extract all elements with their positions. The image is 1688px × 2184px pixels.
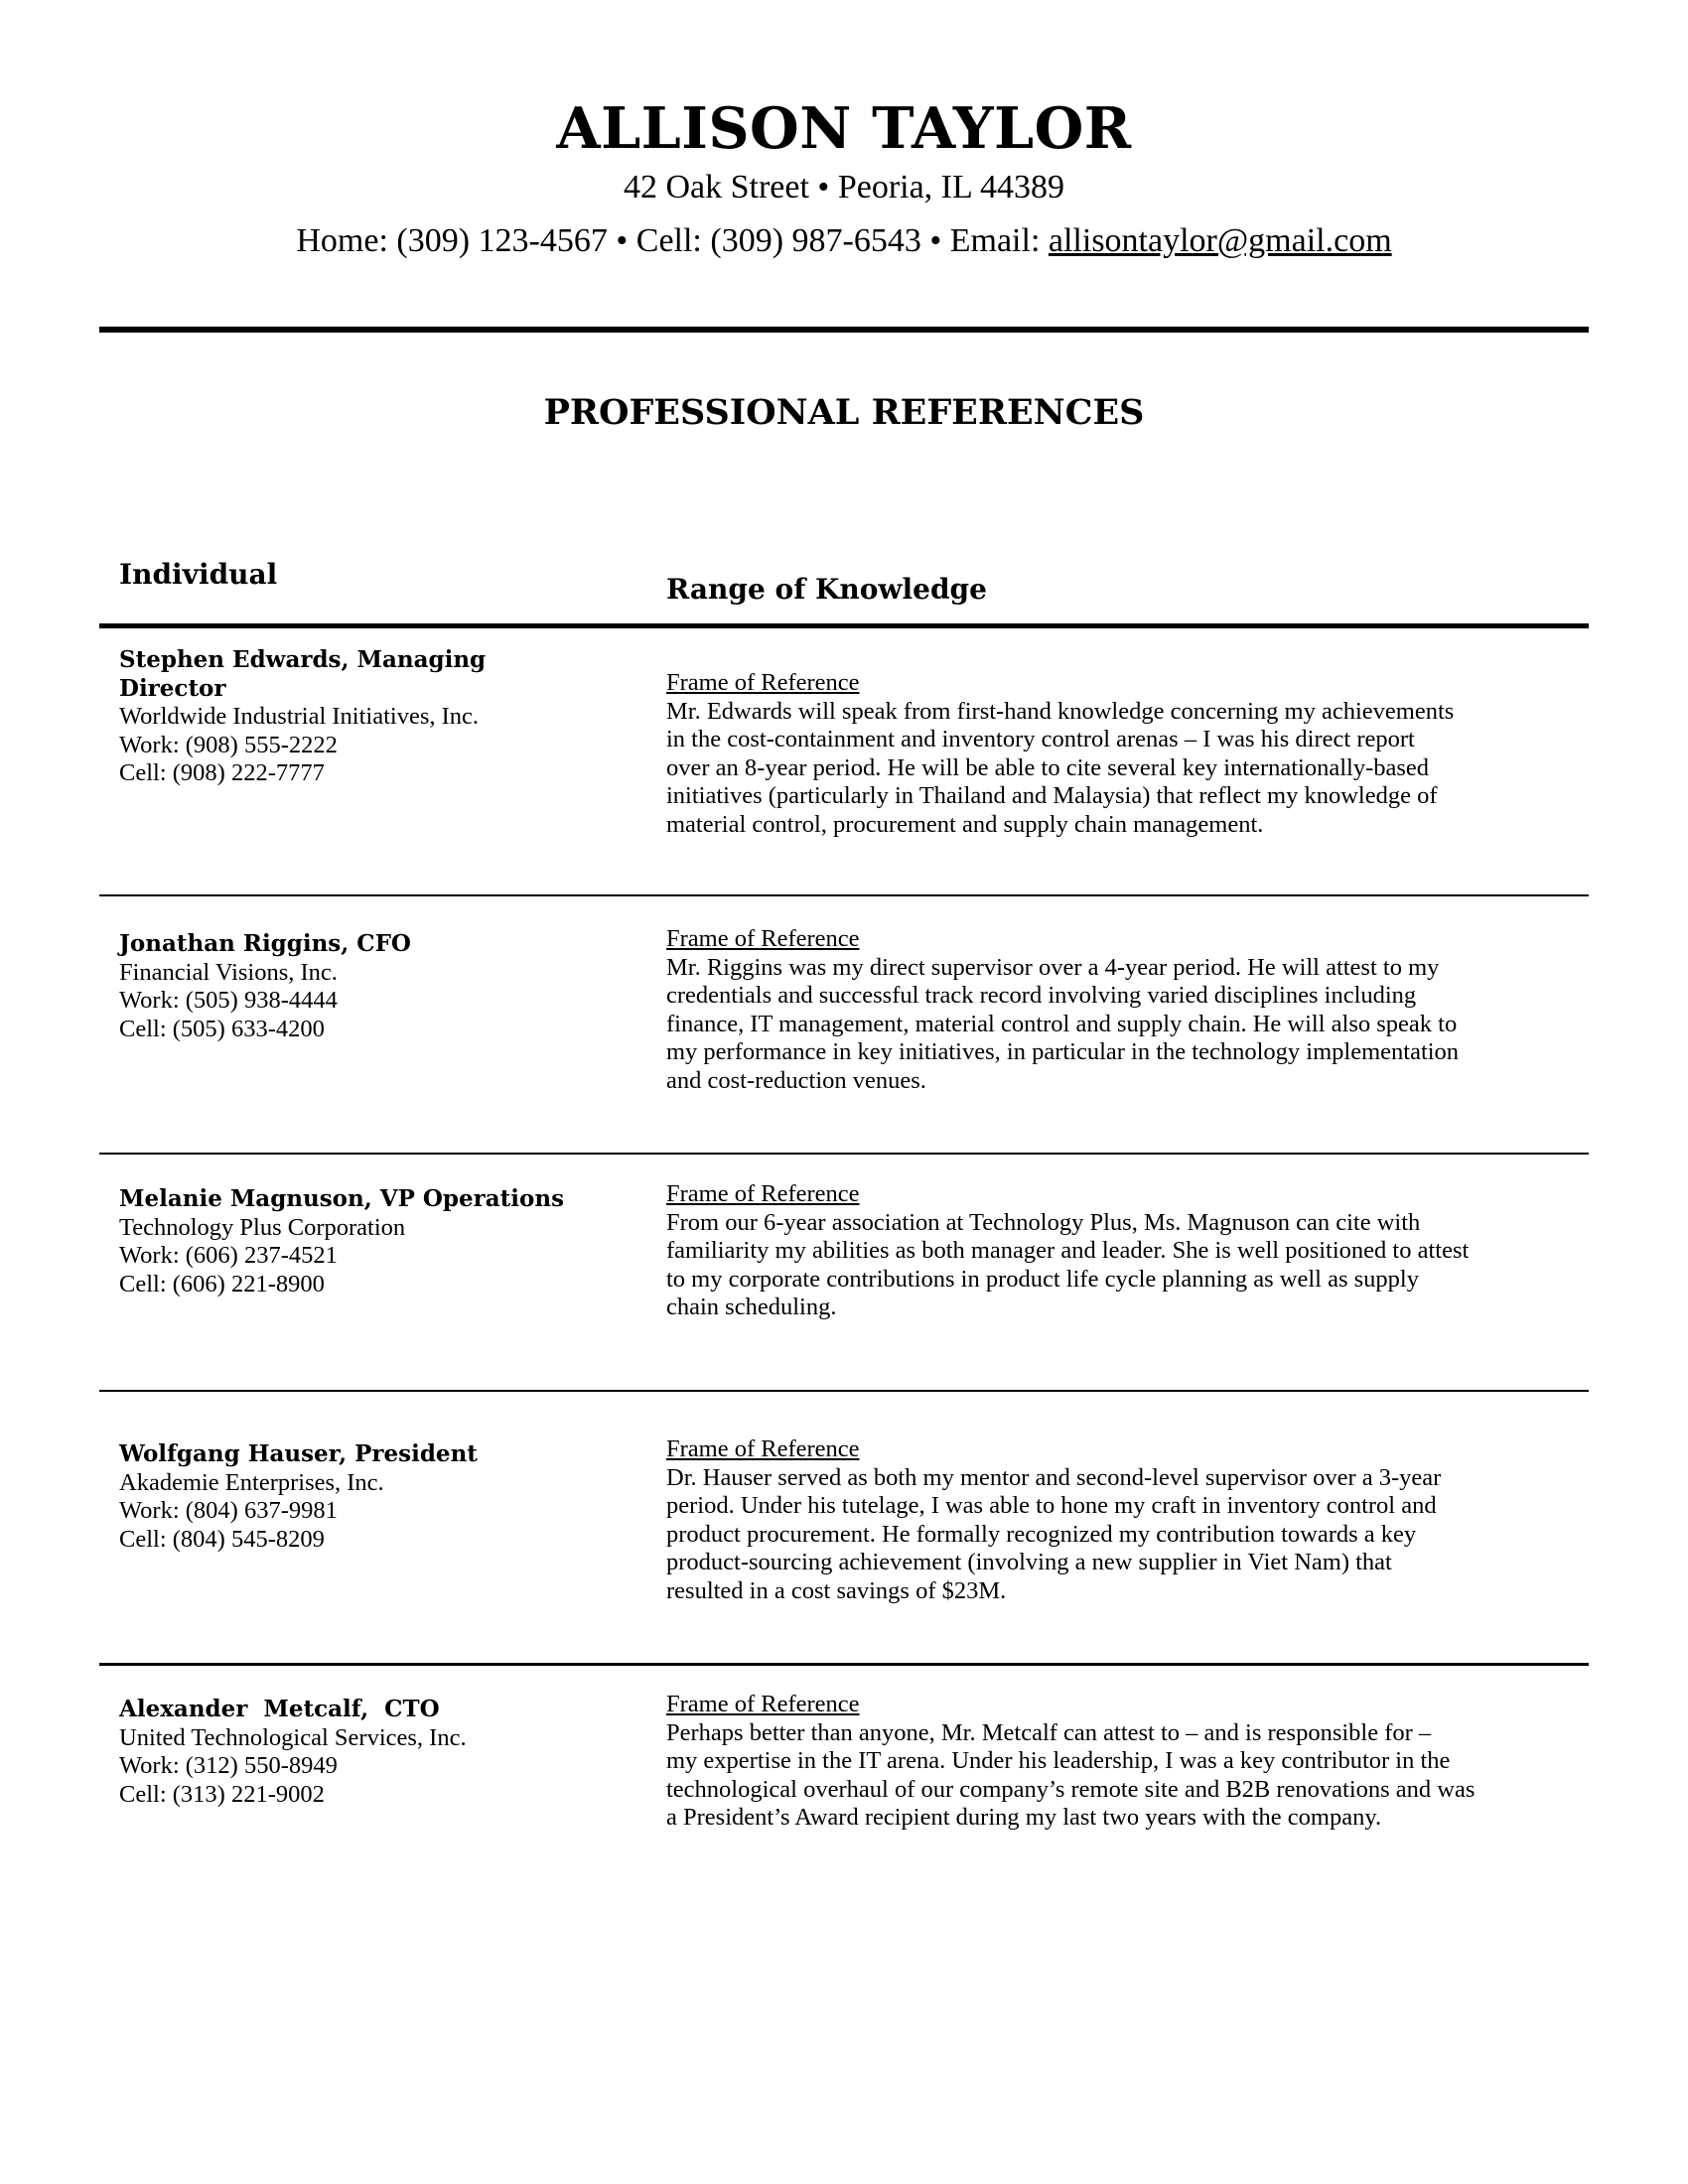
- frame-text-line: resulted in a cost savings of $23M.: [666, 1576, 1007, 1604]
- frame-of-reference-label: Frame of Reference: [666, 1180, 860, 1207]
- reference-name: Alexander Metcalf, CTO: [119, 1696, 440, 1722]
- frame-text-line: Mr. Riggins was my direct supervisor over a 4-year period. He will attest to my: [666, 953, 1440, 981]
- reference-knowledge: [666, 1180, 1570, 1322]
- reference-name-continued: Director: [119, 674, 226, 702]
- frame-text-line: a President’s Award recipient during my last two years with the company.: [666, 1804, 1382, 1831]
- row-divider: [99, 1390, 1589, 1392]
- reference-company: Akademie Enterprises, Inc.: [119, 1468, 384, 1496]
- candidate-name: ALLISON TAYLOR: [556, 95, 1132, 162]
- reference-individual: [119, 1185, 576, 1298]
- frame-text-line: over an 8-year period. He will be able to cite several key internationally-based: [666, 753, 1430, 781]
- reference-knowledge: [666, 1435, 1570, 1605]
- email-link[interactable]: allisontaylor@gmail.com: [1048, 222, 1392, 259]
- frame-text-line: finance, IT management, material control and supply chain. He will also speak to: [666, 1010, 1458, 1037]
- frame-text-line: and cost-reduction venues.: [666, 1066, 926, 1094]
- reference-work-phone: Work: (312) 550-8949: [119, 1752, 338, 1779]
- resume-header: [0, 94, 1688, 263]
- header-divider: [99, 327, 1589, 333]
- reference-cell-phone: Cell: (804) 545-8209: [119, 1525, 325, 1553]
- frame-text-line: to my corporate contributions in product life cycle planning as well as supply: [666, 1265, 1419, 1293]
- reference-individual: [119, 1440, 576, 1554]
- frame-text-line: in the cost-containment and inventory control arenas – I was his direct report: [666, 726, 1415, 752]
- reference-individual: [119, 646, 576, 788]
- frame-of-reference-label: Frame of Reference: [666, 1691, 860, 1717]
- candidate-address: 42 Oak Street • Peoria, IL 44389: [623, 169, 1065, 205]
- reference-company: United Technological Services, Inc.: [119, 1723, 467, 1751]
- reference-cell-phone: Cell: (505) 633-4200: [119, 1015, 325, 1042]
- frame-text-line: initiatives (particularly in Thailand and Malaysia) that reflect my knowledge of: [666, 782, 1438, 809]
- reference-individual: [119, 1696, 576, 1809]
- reference-cell-phone: Cell: (908) 222-7777: [119, 759, 325, 786]
- row-divider: [99, 1663, 1589, 1666]
- frame-of-reference-label: Frame of Reference: [666, 1435, 860, 1462]
- reference-work-phone: Work: (804) 637-9981: [119, 1497, 338, 1524]
- frame-text-line: product procurement. He formally recognized my contribution towards a key: [666, 1520, 1417, 1548]
- frame-text-line: product-sourcing achievement (involving a new supplier in Viet Nam) that: [666, 1549, 1392, 1575]
- frame-text-line: my expertise in the IT arena. Under his leadership, I was a key contributor in the: [666, 1747, 1451, 1774]
- reference-knowledge: [666, 1691, 1570, 1833]
- reference-cell-phone: Cell: (313) 221-9002: [119, 1780, 325, 1808]
- reference-work-phone: Work: (505) 938-4444: [119, 987, 338, 1014]
- frame-text-line: Perhaps better than anyone, Mr. Metcalf can attest to – and is responsible for –: [666, 1718, 1432, 1746]
- frame-text-line: chain scheduling.: [666, 1294, 837, 1320]
- reference-company: Financial Visions, Inc.: [119, 958, 338, 986]
- frame-text-line: my performance in key initiatives, in particular in the technology implementation: [666, 1038, 1460, 1065]
- reference-work-phone: Work: (908) 555-2222: [119, 731, 338, 758]
- reference-company: Technology Plus Corporation: [119, 1213, 406, 1241]
- frame-of-reference-label: Frame of Reference: [666, 669, 860, 696]
- frame-text-line: familiarity my abilities as both manager and leader. She is well positioned to attest: [666, 1237, 1470, 1264]
- reference-knowledge: [666, 925, 1570, 1095]
- reference-name: Stephen Edwards, Managing: [119, 646, 487, 673]
- column-header-individual: Individual: [119, 558, 278, 591]
- section-title: PROFESSIONAL REFERENCES: [543, 392, 1145, 433]
- frame-text-line: Dr. Hauser served as both my mentor and second-level supervisor over a 3-year: [666, 1463, 1442, 1491]
- reference-name: Melanie Magnuson, VP Operations: [119, 1185, 565, 1212]
- candidate-contact: [0, 219, 1688, 263]
- frame-text-line: Mr. Edwards will speak from first-hand knowledge concerning my achievements: [666, 697, 1455, 725]
- frame-text-line: material control, procurement and supply chain management.: [666, 810, 1264, 838]
- contact-phones: Home: (309) 123-4567 • Cell: (309) 987-6543 • Email:: [296, 222, 1049, 259]
- frame-text-line: period. Under his tutelage, I was able to hone my craft in inventory control and: [666, 1492, 1437, 1519]
- table-header-divider: [99, 623, 1589, 628]
- reference-company: Worldwide Industrial Initiatives, Inc.: [119, 703, 480, 730]
- frame-of-reference-label: Frame of Reference: [666, 925, 860, 952]
- reference-name: Wolfgang Hauser, President: [119, 1440, 478, 1467]
- column-header-range-of-knowledge: Range of Knowledge: [666, 573, 987, 606]
- reference-knowledge: [666, 669, 1570, 839]
- reference-name: Jonathan Riggins, CFO: [119, 930, 411, 957]
- reference-work-phone: Work: (606) 237-4521: [119, 1242, 338, 1269]
- reference-individual: [119, 930, 576, 1043]
- row-divider: [99, 894, 1589, 896]
- frame-text-line: From our 6-year association at Technology Plus, Ms. Magnuson can cite with: [666, 1208, 1421, 1236]
- frame-text-line: technological overhaul of our company’s remote site and B2B renovations and was: [666, 1775, 1476, 1803]
- frame-text-line: credentials and successful track record involving varied disciplines including: [666, 982, 1417, 1009]
- reference-cell-phone: Cell: (606) 221-8900: [119, 1270, 325, 1297]
- row-divider: [99, 1153, 1589, 1155]
